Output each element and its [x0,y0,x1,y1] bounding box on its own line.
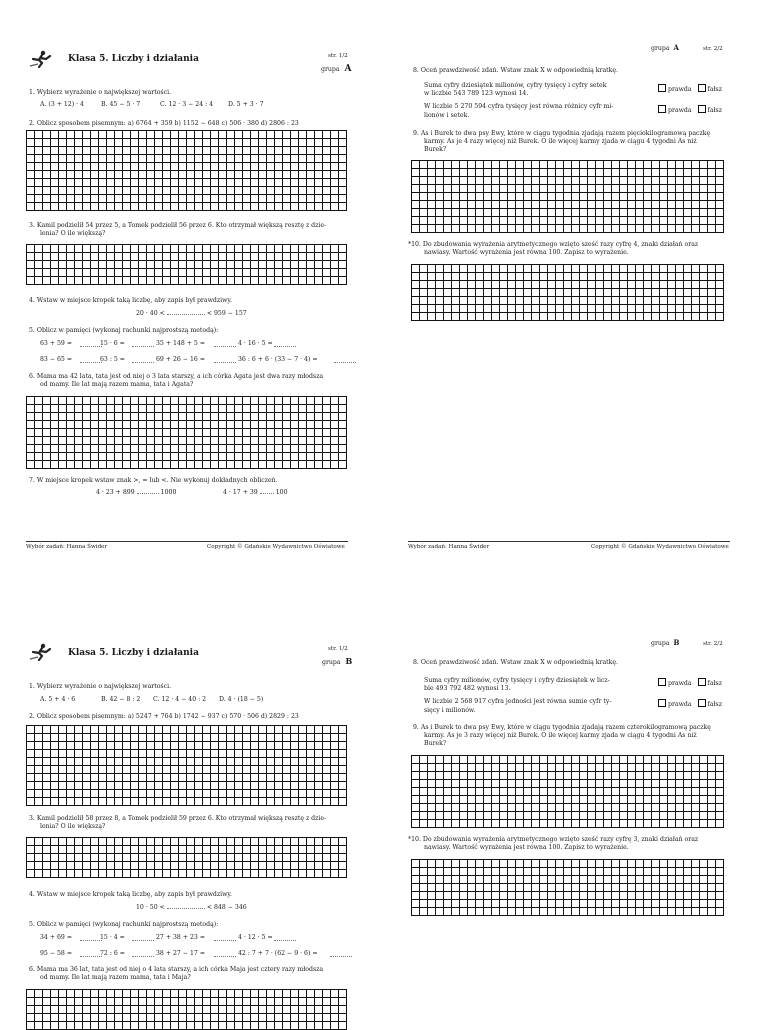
question-7: 7. W miejsce kropek wstaw znak >, = lub <. Nie wykonuj dokładnych obliczeń. [29,477,278,484]
question-4: 4. Wstaw w miejsce kropek taką liczbę, aby zapis był prawdziwy. [29,891,233,898]
question-8: 8. Oceń prawdziwość zdań. Wstaw znak X w odpowiednią kratkę. [413,659,618,666]
q7-comparison-2: 4 · 17 + 39 100 [223,489,288,496]
answer-grid-q10[interactable] [411,264,724,321]
runner-logo-icon [28,643,54,661]
question-9-line-1: 9. As i Burek to dwa psy Ewy, które w ciągu tygodnia zjadają razem czterokilogramową paczkę [413,724,711,731]
page-number: str. 2/2 [703,641,723,647]
question-5: 5. Oblicz w pamięci (wykonaj rachunki najprostszą metodą): [29,327,219,334]
question-1: 1. Wybierz wyrażenie o największej wartości. [29,89,172,96]
q1-option-b: B. 45 − 5 · 7 [101,101,141,108]
sheet-b-page-2 [408,635,732,1024]
footer-copyright: Copyright © Gdańskie Wydawnictwo Oświatowe [207,544,345,550]
q1-option-b: B. 42 − 8 : 2 [101,696,141,703]
page-number: str. 1/2 [328,53,348,59]
footer-rule [26,541,348,542]
question-10-line-2: nawiasy. Wartość wyrażenia jest równa 100. Zapisz to wyrażenie. [424,249,629,256]
q8-2-true-checkbox[interactable] [658,699,666,707]
q1-option-a: A. (3 + 12) · 4 [40,101,84,108]
answer-grid-q9[interactable] [411,160,724,233]
page-number: str. 2/2 [703,46,723,52]
q8-statement-2-line-1: W liczbie 2 568 917 cyfra jedności jest równa sumie cyfr ty- [424,698,612,705]
question-5: 5. Oblicz w pamięci (wykonaj rachunki najprostszą metodą): [29,921,219,928]
q7-blank-2[interactable] [260,493,274,494]
q8-statement-1-choices: prawda fałsz [658,678,722,687]
footer-author: Wybór zadań: Hanna Świder [26,544,108,550]
question-4: 4. Wstaw w miejsce kropek taką liczbę, aby zapis był prawdziwy. [29,297,233,304]
q8-1-true-checkbox[interactable] [658,678,666,686]
q4-inequality: 20 · 40 < < 959 − 157 [136,310,247,317]
q8-statement-2-line-1: W liczbie 5 270 594 cyfra tysięcy jest równa różnicy cyfr mi- [424,103,614,110]
question-6-line-2: od mamy. Ile lat mają razem mama, tata i Maja? [40,974,191,981]
footer-copyright: Copyright © Gdańskie Wydawnictwo Oświatowe [591,544,729,550]
q8-statement-2-choices: prawda fałsz [658,105,722,114]
question-3-line-1: 3. Kamil podzielił 58 przez 8, a Tomek podzielił 59 przez 6. Kto otrzymał większą resztę z dzie- [29,815,327,822]
question-6-line-1: 6. Mama ma 36 lat, tata jest od niej o 4 lata starszy, a ich córka Maja jest cztery razy młodsza [29,966,324,973]
q1-option-c: C. 12 · 3 − 24 : 4 [160,101,214,108]
answer-grid-q6[interactable] [26,396,347,469]
question-9-line-2: karmy. As je 4 razy więcej niż Burek. O ile więcej karmy zjada w ciągu 4 tygodni As niż [424,138,697,145]
q8-statement-1-choices: prawda fałsz [658,84,722,93]
answer-grid-q2[interactable] [26,725,347,806]
q7-comparison-1: 4 · 23 + 899 1000 [96,489,177,496]
q8-statement-2-line-2: lionów i setek. [424,112,470,119]
question-9-line-3: Burek? [424,740,447,747]
q8-statement-1-line-1: Suma cyfry milionów, cyfry tysięcy i cyfry dziesiątek w licz- [424,677,610,684]
question-3-line-2: lenia? O ile większą? [40,230,106,237]
q8-1-false-checkbox[interactable] [698,84,706,92]
answer-grid-q10[interactable] [411,859,724,916]
question-3-line-1: 3. Kamil podzielił 54 przez 5, a Tomek podzielił 56 przez 6. Kto otrzymał większą resztę z dzie- [29,222,327,229]
question-10-line-1: *10. Do zbudowania wyrażenia arytmetycznego wzięto sześć razy cyfrę 3, znaki działań oraz [408,836,699,843]
sheet-a-page-1: Klasa 5. Liczby i działania str. 1/2 grupa A 1. Wybierz wyrażenie o największej wartości. A. (3 + 12) · 4 B. 45 − 5 · 7 C. 12 · 3 − 24 : 4 D. 5 + 3 · 7 2. Oblicz sposobem pisemnym: a) 6764 + 359 b) 1152 − 648 c) 506 · 380 d) 2806 : 23 3. Kamil podzielił 54 przez 5, a Tomek podzielił 56 przez 6. Kto otrzymał większą resztę z dzie- lenia? O ile większą? 4. Wstaw w miejsce kropek taką liczbę, aby zapis był prawdziwy. 20 · 40 < < 959 − 157 5. Oblicz w pamięci (wykonaj rachunki najprostszą metodą): 63 + 59 = 15 · 6 = 35 + 148 + 5 = 4 · 16 · 5 = 83 − 65 = 63 : 5 = 69 + 26 − 16 = 36 : 6 + 6 · (33 − 7 · 4) = 6. Mama ma 42 lata, tata jest od niej o 3 lata starszy, a ich córka Agata jest dwa razy młodsza od mamy. Ile lat mają razem mama, tata i Agata? 7. W miejsce kropek wstaw znak >, = lub <. Nie wykonuj dokładnych obliczeń. 4 · 23 + 899 1000 4 · 17 + 39 100 Wybór zadań: Hanna Świder Copyright © Gdańskie Wydawnictwo Oświatowe [26,40,350,560]
worksheet-title: Klasa 5. Liczby i działania [68,54,199,64]
question-6-line-1: 6. Mama ma 42 lata, tata jest od niej o 3 lata starszy, a ich córka Agata jest dwa razy młodsza [29,373,324,380]
sheet-a-page-2 [408,40,732,560]
question-9-line-3: Burek? [424,146,447,153]
q8-1-false-checkbox[interactable] [698,678,706,686]
question-2: 2. Oblicz sposobem pisemnym: a) 6764 + 359 b) 1152 − 648 c) 506 · 380 d) 2806 : 23 [29,120,299,127]
question-8: 8. Oceń prawdziwość zdań. Wstaw znak X w odpowiednią kratkę. [413,67,618,74]
q4-inequality: 10 · 50 < < 848 − 346 [136,904,247,911]
q4-blank[interactable] [167,314,205,315]
q8-2-true-checkbox[interactable] [658,105,666,113]
q8-statement-1-line-2: bie 493 792 482 wynosi 13. [424,685,511,692]
question-3-line-2: lenia? O ile większą? [40,823,106,830]
q7-blank-1[interactable] [137,493,159,494]
q1-option-c: C. 12 · 4 − 40 : 2 [153,696,207,703]
q8-1-true-checkbox[interactable] [658,84,666,92]
answer-grid-q3[interactable] [26,837,347,878]
q1-option-d: D. 5 + 3 · 7 [228,101,264,108]
footer-author: Wybór zadań: Hanna Świder [408,544,490,550]
q1-option-a: A. 5 + 4 · 6 [40,696,76,703]
runner-logo-icon [28,50,54,68]
group-label: grupa A [651,43,679,52]
answer-grid-q3[interactable] [26,244,347,285]
question-10-line-1: *10. Do zbudowania wyrażenia arytmetycznego wzięto sześć razy cyfrę 4, znaki działań oraz [408,241,699,248]
answer-grid-q9[interactable] [411,755,724,828]
sheet-b-page-1: Klasa 5. Liczby i działania str. 1/2 grupa B 1. Wybierz wyrażenie o największej wartości. A. 5 + 4 · 6 B. 42 − 8 : 2 C. 12 · 4 − 40 : 2 D. 4 · (18 − 5) 2. Oblicz sposobem pisemnym: a) 5247 + 764 b) 1742 − 937 c) 570 · 506 d) 2829 : 23 3. Kamil podzielił 58 przez 8, a Tomek podzielił 59 przez 6. Kto otrzymał większą resztę z dzie- lenia? O ile większą? 4. Wstaw w miejsce kropek taką liczbę, aby zapis był prawdziwy. 10 · 50 < < 848 − 346 5. Oblicz w pamięci (wykonaj rachunki najprostszą metodą): 34 + 69 = 15 · 4 = 27 + 38 + 23 = 4 · 12 · 5 = 95 − 58 = 72 : 6 = 38 + 27 − 17 = 42 : 7 + 7 · (62 − 9 · 6) = 6. Mama ma 36 lat, tata jest od niej o 4 lata starszy, a ich córka Maja jest cztery razy młodsza od mamy. Ile lat mają razem mama, tata i Maja? [26,635,350,1024]
group-label: grupa B [322,656,353,666]
question-9-line-1: 9. As i Burek to dwa psy Ewy, które w ciągu tygodnia zjadają razem pięciokilogramową paczkę [413,130,711,137]
answer-grid-q2[interactable] [26,130,347,211]
q1-option-d: D. 4 · (18 − 5) [219,696,264,703]
q8-2-false-checkbox[interactable] [698,699,706,707]
q4-blank[interactable] [167,908,205,909]
q8-statement-2-line-2: sięcy i milionów. [424,707,476,714]
q8-statement-1-line-2: w liczbie 543 789 123 wynosi 14. [424,90,529,97]
footer-rule [408,541,730,542]
question-10-line-2: nawiasy. Wartość wyrażenia jest równa 100. Zapisz to wyrażenie. [424,844,629,851]
q8-2-false-checkbox[interactable] [698,105,706,113]
page-number: str. 1/2 [328,646,348,652]
q8-statement-2-choices: prawda fałsz [658,699,722,708]
question-1: 1. Wybierz wyrażenie o największej wartości. [29,683,172,690]
group-label: grupa B [651,638,680,647]
group-label: grupa A [321,64,352,74]
q8-statement-1-line-1: Suma cyfry dziesiątek milionów, cyfry tysięcy i cyfry setek [424,82,607,89]
question-6-line-2: od mamy. Ile lat mają razem mama, tata i Agata? [40,381,194,388]
question-9-line-2: karmy. As je 3 razy więcej niż Burek. O ile więcej karmy zjada w ciągu 4 tygodni As niż [424,732,697,739]
worksheet-title: Klasa 5. Liczby i działania [68,648,199,658]
question-2: 2. Oblicz sposobem pisemnym: a) 5247 + 764 b) 1742 − 937 c) 570 · 506 d) 2829 : 23 [29,713,299,720]
